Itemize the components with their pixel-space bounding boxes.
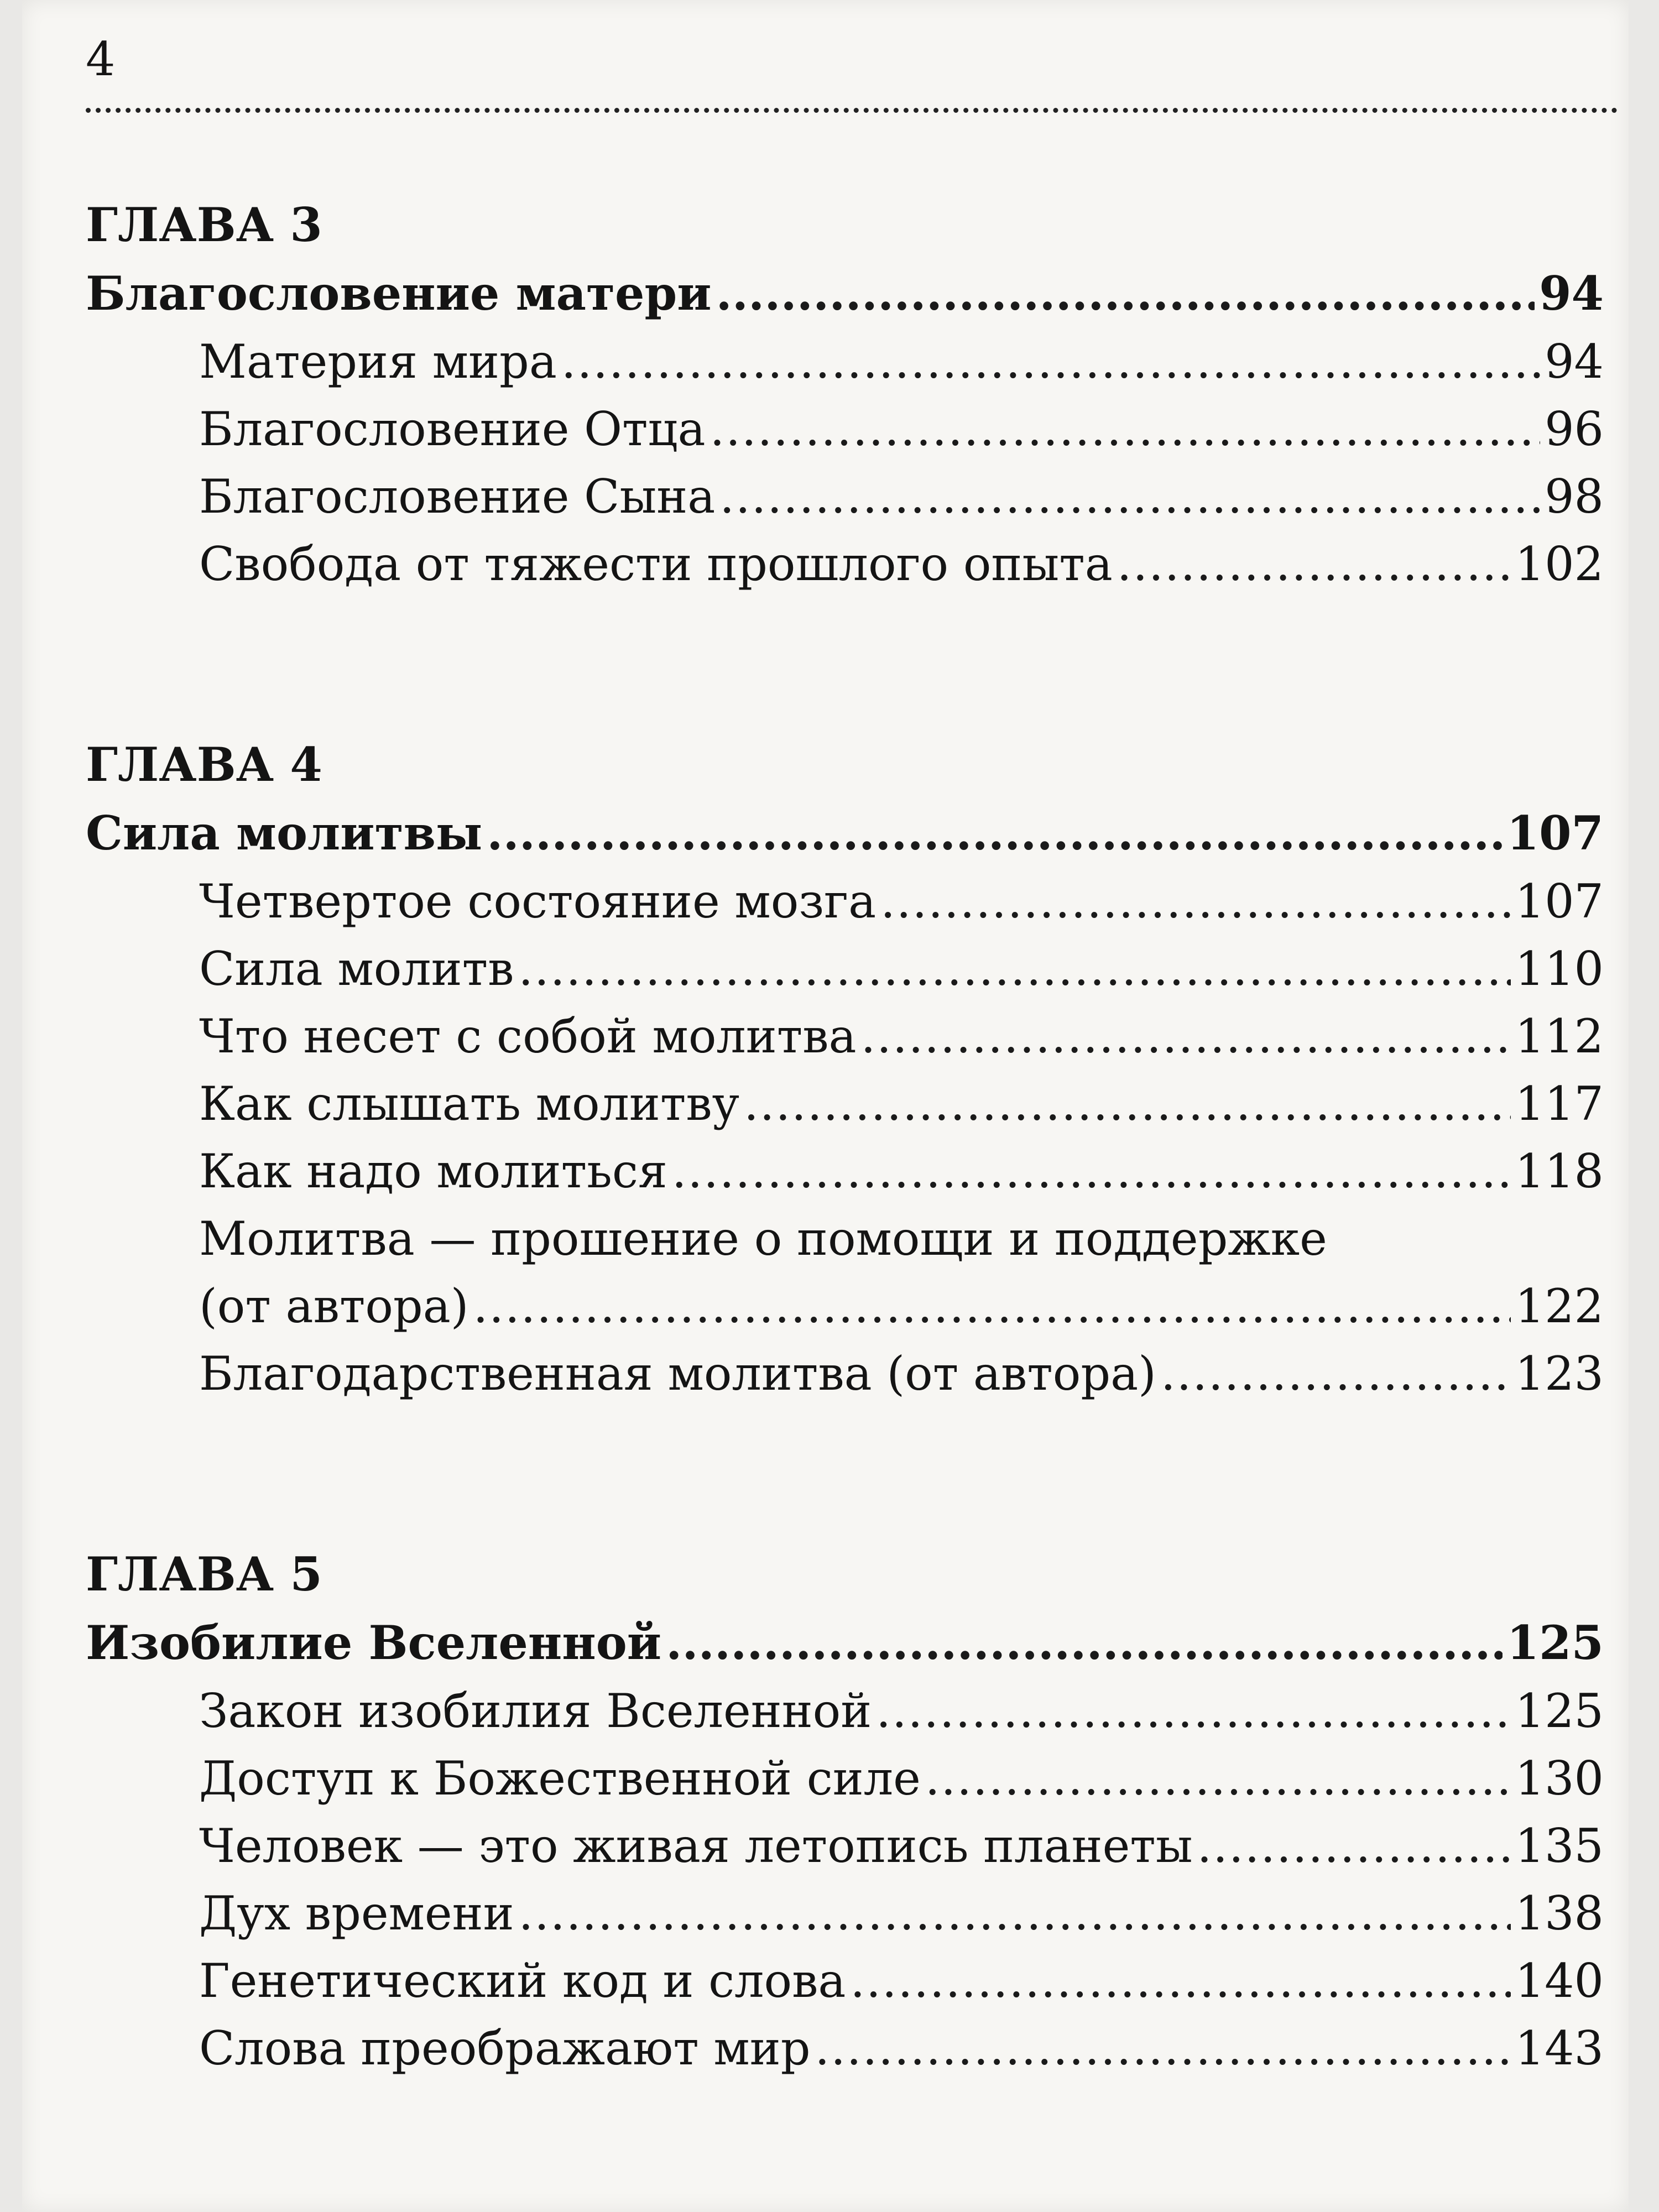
toc-entry[interactable] xyxy=(86,1138,1604,1205)
entry-page: 123 xyxy=(1515,1347,1604,1401)
dot-leader xyxy=(861,1003,1511,1070)
dot-leader xyxy=(672,1138,1511,1205)
entry-page: 96 xyxy=(1545,402,1604,456)
section-spacer xyxy=(86,598,1604,731)
entry-title: Свобода от тяжести прошлого опыта xyxy=(199,537,1113,591)
dot-leader xyxy=(1197,1812,1511,1880)
entry-page: 102 xyxy=(1515,537,1604,591)
entry-title: Четвертое состояние мозга xyxy=(199,874,877,928)
dot-leader xyxy=(1161,1340,1511,1407)
toc-entry[interactable] xyxy=(86,328,1604,395)
entry-page: 130 xyxy=(1515,1751,1604,1806)
section-spacer xyxy=(86,1407,1604,1540)
book-page xyxy=(22,0,1629,2212)
entry-page: 107 xyxy=(1515,874,1604,928)
dot-leader xyxy=(1117,530,1511,598)
chapter-page: 125 xyxy=(1506,1615,1604,1670)
chapter-5-label: ГЛАВА 5 xyxy=(86,1547,322,1601)
entry-title: Как слышать молитву xyxy=(199,1077,740,1131)
toc-entry[interactable] xyxy=(86,1880,1604,1947)
toc-entry[interactable] xyxy=(86,1003,1604,1070)
entry-title: Благодарственная молитва (от автора) xyxy=(199,1347,1156,1401)
chapter-title: Изобилие Вселенной xyxy=(86,1615,662,1670)
dot-leader xyxy=(518,935,1510,1003)
dot-leader xyxy=(925,1745,1511,1812)
toc-chapter-entry[interactable] xyxy=(86,799,1604,868)
toc-entry[interactable] xyxy=(86,1272,1604,1340)
toc-entry[interactable] xyxy=(86,1070,1604,1138)
toc-chapter-entry[interactable] xyxy=(86,1609,1604,1677)
chapter-title: Благословение матери xyxy=(86,266,712,321)
toc-entry[interactable] xyxy=(86,1947,1604,2015)
dot-leader xyxy=(850,1947,1510,2015)
toc-entry[interactable] xyxy=(86,2015,1604,2082)
entry-title: Дух времени xyxy=(199,1886,514,1940)
chapter-title: Сила молитвы xyxy=(86,806,483,860)
entry-title-line-1: Молитва — прошение о помощи и поддержке xyxy=(199,1212,1327,1266)
dot-leader xyxy=(561,328,1540,395)
dot-leader xyxy=(473,1272,1511,1340)
entry-page: 112 xyxy=(1515,1009,1604,1063)
entry-title: Материя мира xyxy=(199,335,557,389)
entry-title: Генетический код и слова xyxy=(199,1954,846,2008)
toc-entry[interactable] xyxy=(86,935,1604,1003)
entry-title: (от автора) xyxy=(199,1279,469,1333)
toc-entry[interactable] xyxy=(86,1745,1604,1812)
entry-title: Благословение Отца xyxy=(199,402,706,456)
dot-leader xyxy=(710,395,1541,463)
entry-page: 143 xyxy=(1515,2021,1604,2075)
chapter-page: 107 xyxy=(1506,806,1604,860)
entry-title: Сила молитв xyxy=(199,942,514,996)
toc-entry[interactable] xyxy=(86,1812,1604,1880)
entry-page: 98 xyxy=(1545,469,1604,524)
section-spacer xyxy=(86,2082,1604,2212)
entry-title: Закон изобилия Вселенной xyxy=(199,1684,872,1738)
entry-title: Как надо молиться xyxy=(199,1144,667,1198)
dot-leader xyxy=(876,1677,1510,1745)
page-number: 4 xyxy=(86,32,116,86)
toc-entry[interactable] xyxy=(86,1677,1604,1745)
entry-page: 110 xyxy=(1515,942,1604,996)
chapter-page: 94 xyxy=(1539,266,1604,321)
entry-page: 140 xyxy=(1515,1954,1604,2008)
dot-leader xyxy=(519,1880,1511,1947)
dot-leader xyxy=(815,2015,1511,2082)
toc-chapter-entry[interactable] xyxy=(86,259,1604,328)
table-of-contents xyxy=(86,191,1604,2212)
toc-entry[interactable] xyxy=(86,463,1604,530)
dot-leader xyxy=(666,1609,1503,1677)
dot-leader xyxy=(744,1070,1511,1138)
entry-title: Слова преображают мир xyxy=(199,2021,811,2075)
dot-leader xyxy=(487,799,1502,868)
entry-title: Благословение Сына xyxy=(199,469,716,524)
entry-title: Что несет с собой молитва xyxy=(199,1009,857,1063)
dot-leader xyxy=(716,259,1535,328)
entry-page: 117 xyxy=(1515,1077,1604,1131)
toc-entry[interactable] xyxy=(86,868,1604,935)
dot-leader xyxy=(880,868,1510,935)
entry-page: 138 xyxy=(1515,1886,1604,1940)
toc-entry[interactable] xyxy=(86,395,1604,463)
chapter-3-label: ГЛАВА 3 xyxy=(86,197,322,252)
toc-entry[interactable] xyxy=(86,530,1604,598)
chapter-4-label: ГЛАВА 4 xyxy=(86,737,322,792)
entry-page: 135 xyxy=(1515,1819,1604,1873)
toc-entry[interactable] xyxy=(86,1340,1604,1407)
entry-page: 118 xyxy=(1515,1144,1604,1198)
entry-page: 122 xyxy=(1515,1279,1604,1333)
entry-page: 94 xyxy=(1545,335,1604,389)
entry-title: Доступ к Божественной силе xyxy=(199,1751,921,1806)
header-dotted-rule xyxy=(86,108,1618,113)
entry-title: Человек — это живая летопись планеты xyxy=(199,1819,1193,1873)
dot-leader xyxy=(719,463,1540,530)
entry-page: 125 xyxy=(1515,1684,1604,1738)
